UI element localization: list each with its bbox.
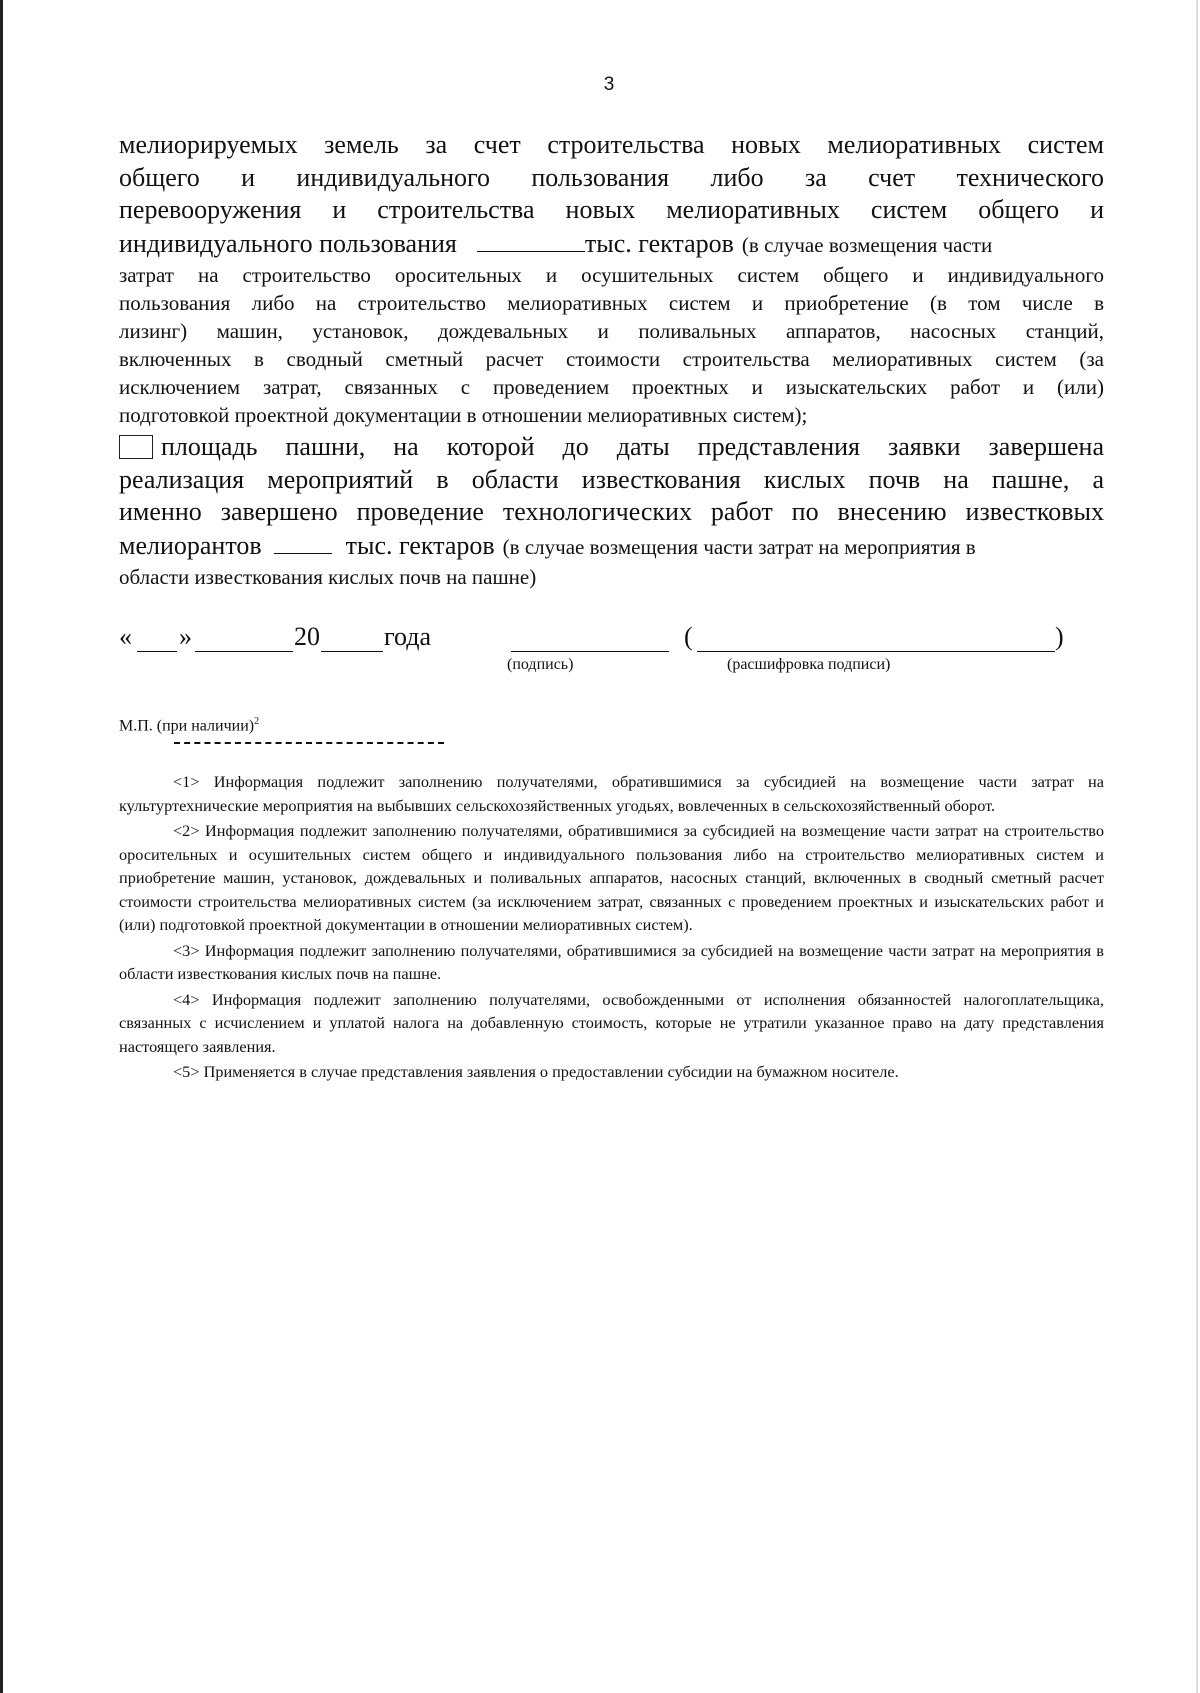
signature-row: [119, 622, 1079, 682]
text-fragment: (в случае возмещения части: [741, 232, 993, 257]
signature-decode-caption: (расшифровка подписи): [727, 656, 891, 673]
text-line-checkbox: [119, 431, 1104, 464]
year-input-line[interactable]: [321, 651, 383, 652]
signature-input-line[interactable]: [511, 651, 669, 652]
text-fragment: (в случае возмещения части затрат на мероприятия в: [502, 534, 976, 559]
page-number: 3: [603, 74, 615, 95]
stamp-text: М.П. (при наличии): [119, 717, 255, 735]
text-line: перевооружения и строительства новых мелиоративных систем общего и: [119, 195, 1104, 224]
footnote-2: <2> Информация подлежит заполнению получателями, обратившимися за субсидией на возмещение части затрат на строительство оросительных и осушительных систем общего и индивидуального пользования либо на строительство мелиоративных систем и приобретение машин, установок, дождевальных и поливальных аппаратов, насосных станций, включенных в сводный сметный расчет стоимости строительства мелиоративных систем (за исключением затрат, связанных с проведением проектных и изыскательских работ и (или) подготовкой проектной документации в отношении мелиоративных систем).: [119, 821, 1104, 934]
scan-edge-right: [1196, 0, 1198, 1693]
arable-land-checkbox[interactable]: [119, 435, 153, 459]
year-prefix: 20: [294, 622, 320, 651]
footnote-4: <4> Информация подлежит заполнению получателями, освобожденными от исполнения обязанностей налогоплательщика, связанных с исчислением и уплатой налога на добавленную стоимость, которые не утратили указанное право на дату представления настоящего заявления.: [119, 989, 1104, 1056]
year-word: года: [384, 622, 432, 651]
unit-label: тыс. гектаров: [584, 228, 734, 258]
quote-close: »: [179, 622, 192, 651]
text-line: включенных в сводный сметный расчет стоимости строительства мелиоративных систем (за: [119, 347, 1104, 371]
text-line: именно завершено проведение технологических работ по внесению известковых: [119, 497, 1104, 526]
text-line: пользования либо на строительство мелиоративных систем и приобретение (в том числе в: [119, 291, 1104, 315]
stamp-label: [119, 716, 259, 735]
text-fragment: площадь пашни, на которой до даты представления заявки завершена: [161, 432, 1104, 461]
text-line-hectares: [119, 227, 1104, 262]
signature-decode-input-line[interactable]: [697, 651, 1055, 652]
text-line: лизинг) машин, установок, дождевальных и поливальных аппаратов, насосных станций,: [119, 319, 1104, 343]
hectares-input-line[interactable]: [274, 529, 332, 554]
text-line-hectares: [119, 529, 1104, 564]
footnote-1: <1> Информация подлежит заполнению получателями, обратившимися за субсидией на возмещение части затрат на культуртехнические мероприятия на выбывших сельскохозяйственных угодьях, вовлеченных в сельскохозяйственный оборот.: [119, 772, 1104, 815]
quote-open: «: [119, 622, 132, 651]
footnote-separator: [174, 742, 444, 744]
unit-label: тыс. гектаров: [345, 530, 495, 560]
paren-close: ): [1055, 622, 1064, 651]
text-line: области известкования кислых почв на пашне): [119, 565, 537, 589]
text-line: мелиорируемых земель за счет строительства новых мелиоративных систем: [119, 130, 1104, 159]
text-line: подготовкой проектной документации в отношении мелиоративных систем);: [119, 403, 808, 427]
text-line: исключением затрат, связанных с проведением проектных и изыскательских работ и (или): [119, 375, 1104, 399]
month-input-line[interactable]: [195, 651, 293, 652]
stamp-footnote-mark: 2: [254, 716, 260, 727]
footnotes: [119, 770, 1104, 1086]
text-fragment: мелиорантов: [119, 530, 262, 560]
day-input-line[interactable]: [137, 651, 177, 652]
main-text: [119, 129, 1104, 591]
scan-edge-left: [0, 0, 3, 1693]
text-line: общего и индивидуального пользования либо за счет технического: [119, 162, 1104, 192]
footnote-5: <5> Применяется в случае представления заявления о предоставлении субсидии на бумажном носителе.: [173, 1062, 899, 1081]
text-fragment: индивидуального пользования: [119, 228, 457, 258]
signature-caption: (подпись): [507, 656, 574, 673]
hectares-input-line[interactable]: [477, 227, 585, 252]
footnote-3: <3> Информация подлежит заполнению получателями, обратившимися за субсидией на возмещение части затрат на мероприятия в области известкования кислых почв на пашне.: [119, 940, 1104, 983]
paren-open: (: [684, 622, 693, 651]
text-line: затрат на строительство оросительных и осушительных систем общего и индивидуального: [119, 263, 1104, 287]
text-line: реализация мероприятий в области известкования кислых почв на пашне, а: [119, 464, 1104, 494]
